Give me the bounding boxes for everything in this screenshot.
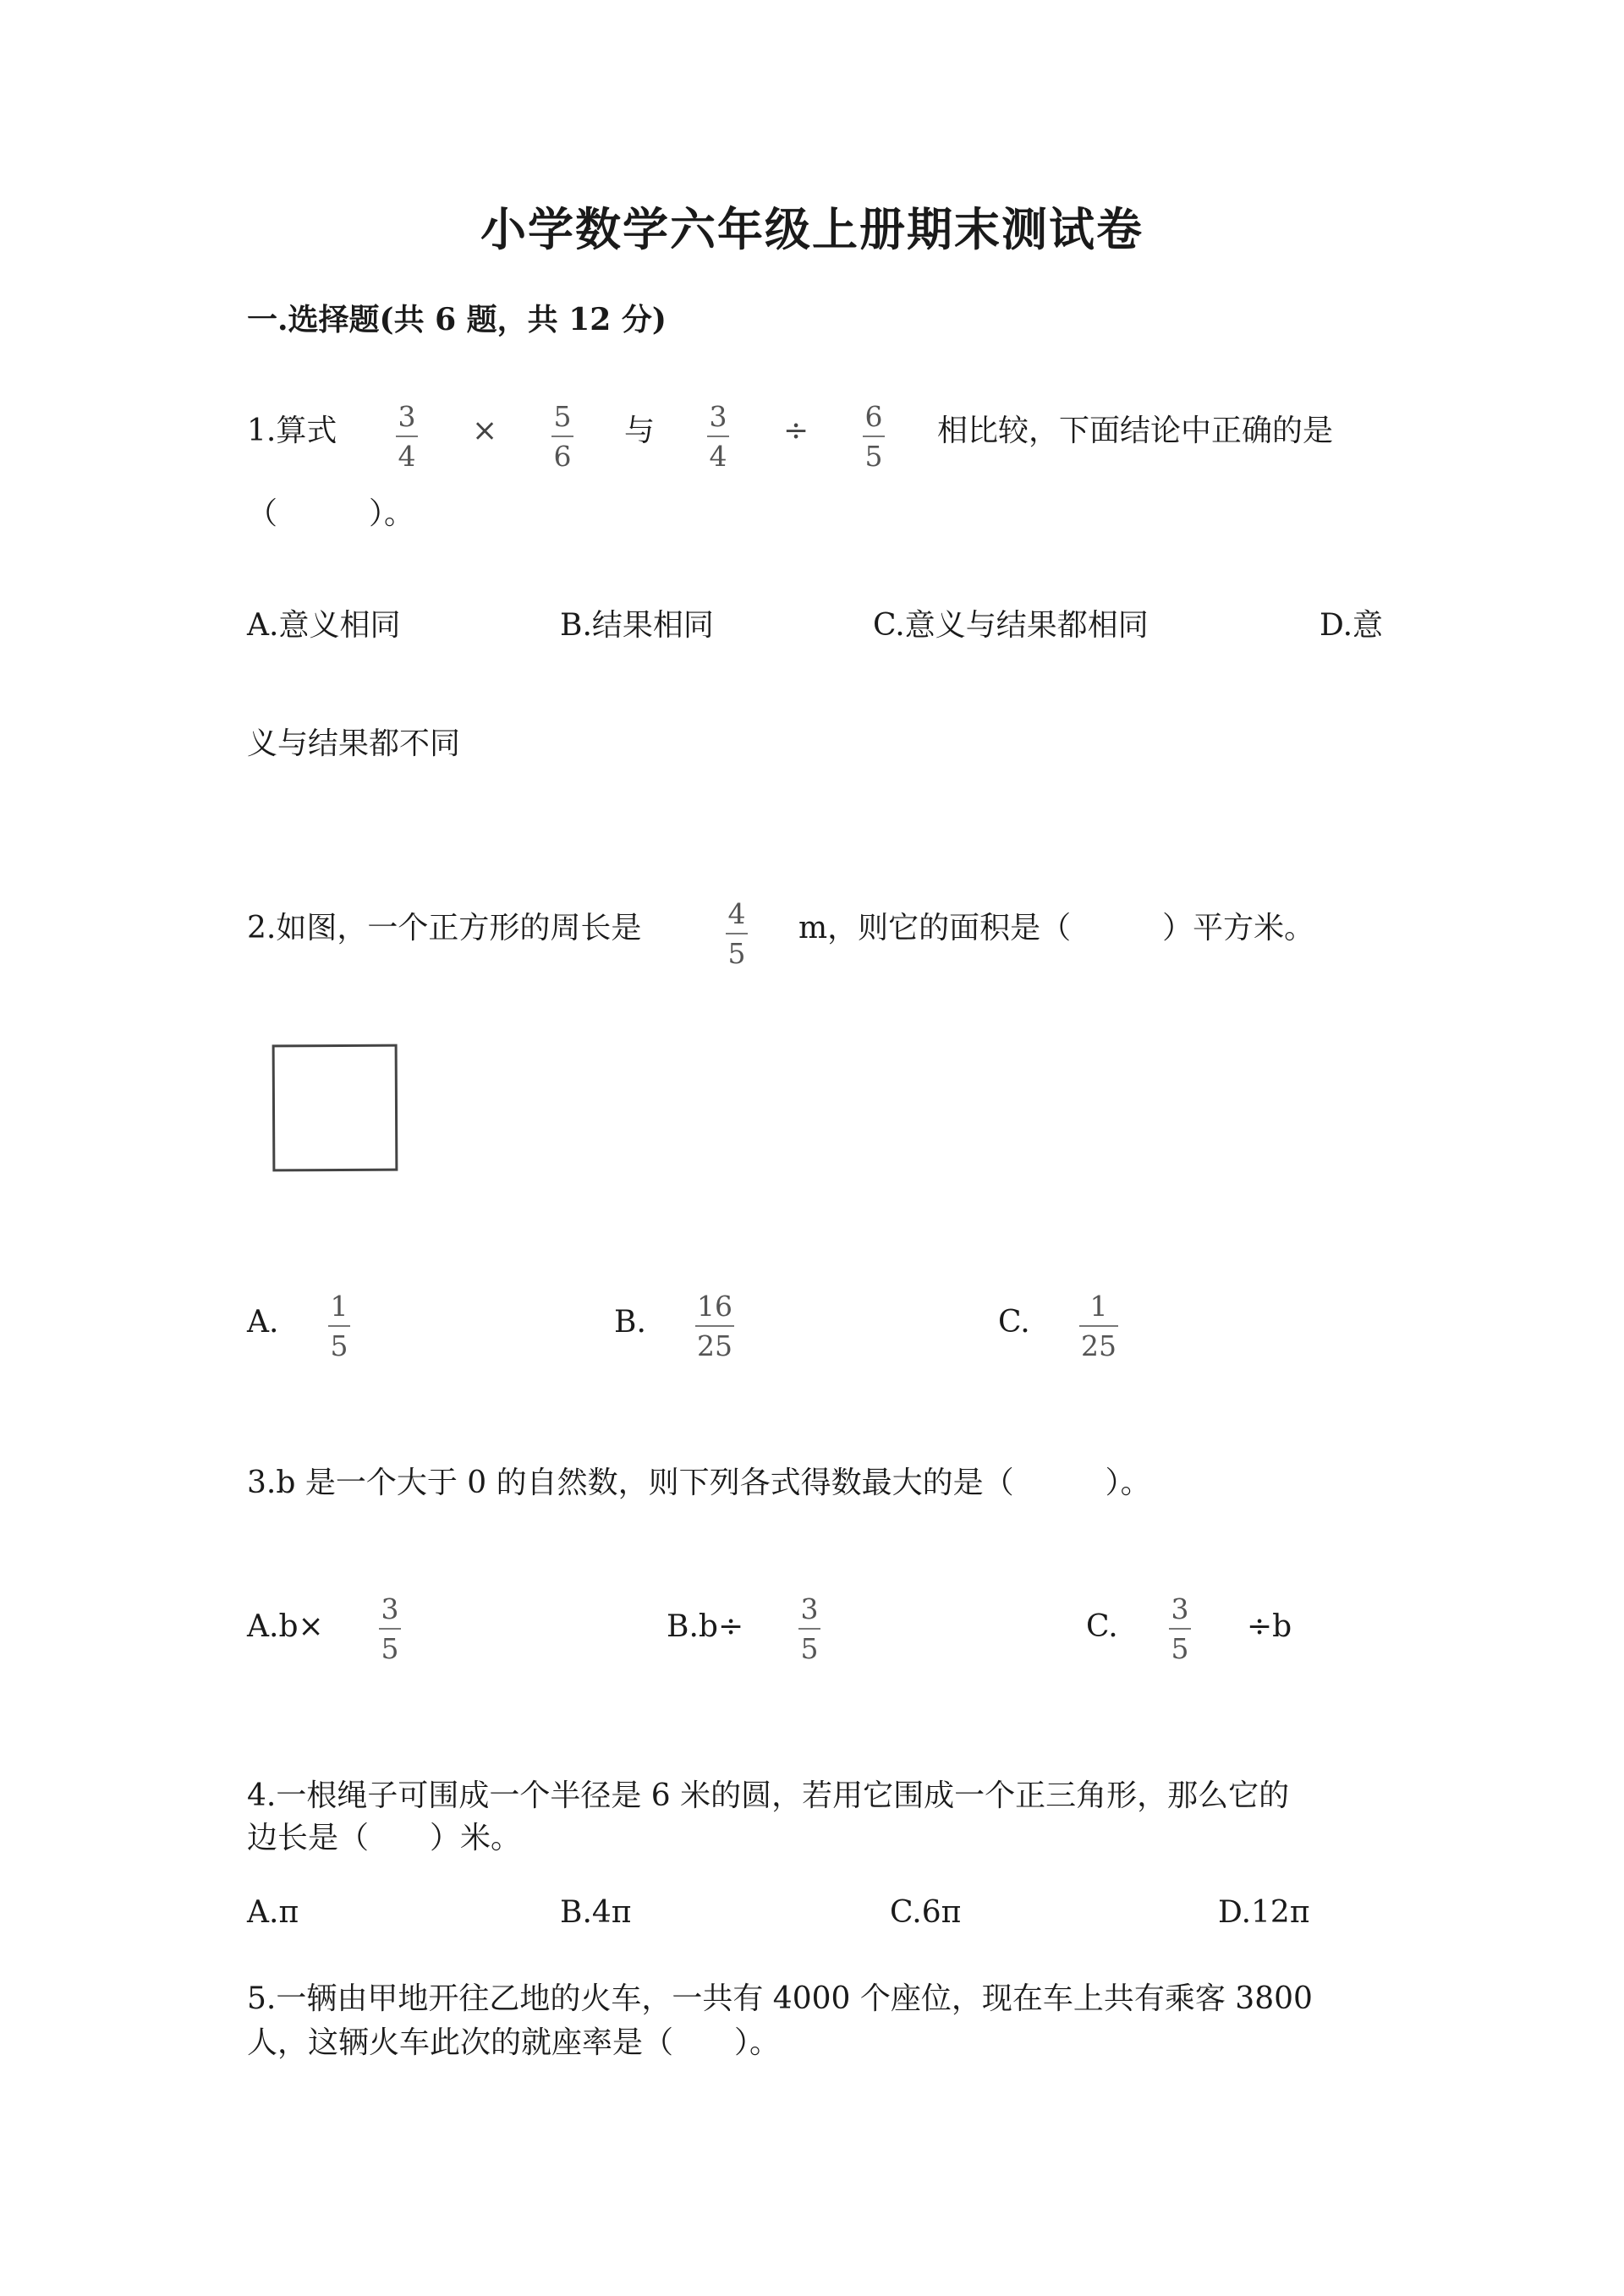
q1-f4-denominator: 5 xyxy=(864,440,883,473)
q3-b-denominator: 5 xyxy=(800,1632,819,1665)
q4-option-d: D.12π xyxy=(1218,1895,1310,1930)
section-heading: 一.选择题(共 6 题，共 12 分) xyxy=(247,302,667,337)
q1-prefix: 1.算式 xyxy=(247,414,337,448)
q1-f4-numerator: 6 xyxy=(864,400,883,433)
q5-line-2: 人，这辆火车此次的就座率是（ ）。 xyxy=(247,2025,781,2060)
q1-option-a: A.意义相同 xyxy=(247,608,401,643)
square-figure xyxy=(272,1044,398,1172)
q3-option-b-fraction xyxy=(798,1592,820,1665)
q4-line-2: 边长是（ ）米。 xyxy=(247,1821,522,1855)
q1-divide-symbol: ÷ xyxy=(783,414,809,448)
q2-a-denominator: 5 xyxy=(330,1329,348,1362)
q3-option-c-fraction xyxy=(1169,1592,1191,1665)
q3-a-numerator: 3 xyxy=(381,1592,399,1625)
q2-option-b-label: B. xyxy=(614,1305,646,1340)
q1-option-d-start: D.意 xyxy=(1320,608,1384,643)
q2-option-c-fraction xyxy=(1079,1292,1118,1360)
q3-text: 3.b 是一个大于 0 的自然数，则下列各式得数最大的是（ ）。 xyxy=(247,1466,1151,1500)
q3-b-numerator: 3 xyxy=(800,1592,819,1625)
q2-b-denominator: 25 xyxy=(697,1329,732,1362)
q2-c-numerator: 1 xyxy=(1089,1290,1108,1323)
q1-f3-numerator: 3 xyxy=(709,400,727,433)
q1-f1-numerator: 3 xyxy=(398,400,416,433)
q2-suffix: m，则它的面积是（ ）平方米。 xyxy=(798,911,1315,945)
q2-f-denominator: 5 xyxy=(727,937,746,970)
q2-option-a-label: A. xyxy=(247,1305,279,1340)
q3-option-a-label: A.b× xyxy=(247,1609,324,1644)
q3-option-b-label: B.b÷ xyxy=(667,1609,744,1644)
q1-f2-denominator: 6 xyxy=(553,440,572,473)
q4-option-b: B.4π xyxy=(560,1895,632,1930)
q3-option-a-fraction xyxy=(379,1592,401,1665)
q1-f2-numerator: 5 xyxy=(553,400,572,433)
q5-line-1: 5.一辆由甲地开往乙地的火车，一共有 4000 个座位，现在车上共有乘客 3800 xyxy=(247,1981,1313,2016)
q2-fraction xyxy=(726,897,748,970)
q1-f1-denominator: 4 xyxy=(398,440,416,473)
q4-option-c: C.6π xyxy=(890,1895,962,1930)
q2-option-c-label: C. xyxy=(998,1305,1030,1340)
q1-option-b: B.结果相同 xyxy=(560,608,714,643)
q3-c-denominator: 5 xyxy=(1171,1632,1189,1665)
q1-and-word: 与 xyxy=(624,414,656,448)
q2-option-a-fraction xyxy=(328,1292,350,1360)
q2-c-denominator: 25 xyxy=(1081,1329,1116,1362)
q3-a-denominator: 5 xyxy=(381,1632,399,1665)
q2-prefix: 2.如图，一个正方形的周长是 xyxy=(247,911,642,945)
q1-fraction-1 xyxy=(396,400,418,473)
q1-fraction-4 xyxy=(863,400,885,473)
q2-a-numerator: 1 xyxy=(330,1290,348,1323)
q1-suffix: 相比较，下面结论中正确的是 xyxy=(937,414,1334,448)
q3-c-numerator: 3 xyxy=(1171,1592,1189,1625)
page-title: 小学数学六年级上册期末测试卷 xyxy=(480,202,1144,256)
q3-option-c-label: C. xyxy=(1086,1609,1118,1644)
q1-fraction-2 xyxy=(551,400,573,473)
q2-f-numerator: 4 xyxy=(727,897,746,930)
q1-option-d-end: 义与结果都不同 xyxy=(247,726,461,761)
q2-b-numerator: 16 xyxy=(697,1290,732,1323)
q1-times-symbol: × xyxy=(472,414,498,448)
q1-option-c: C.意义与结果都相同 xyxy=(873,608,1149,643)
q1-answer-blank: （ ）。 xyxy=(247,496,415,531)
q4-line-1: 4.一根绳子可围成一个半径是 6 米的圆，若用它围成一个正三角形，那么它的 xyxy=(247,1778,1290,1813)
q1-f3-denominator: 4 xyxy=(709,440,727,473)
q2-option-b-fraction xyxy=(695,1292,734,1360)
q1-fraction-3 xyxy=(707,400,729,473)
q4-option-a: A.π xyxy=(247,1895,299,1930)
q3-option-c-suffix: ÷b xyxy=(1247,1609,1292,1644)
